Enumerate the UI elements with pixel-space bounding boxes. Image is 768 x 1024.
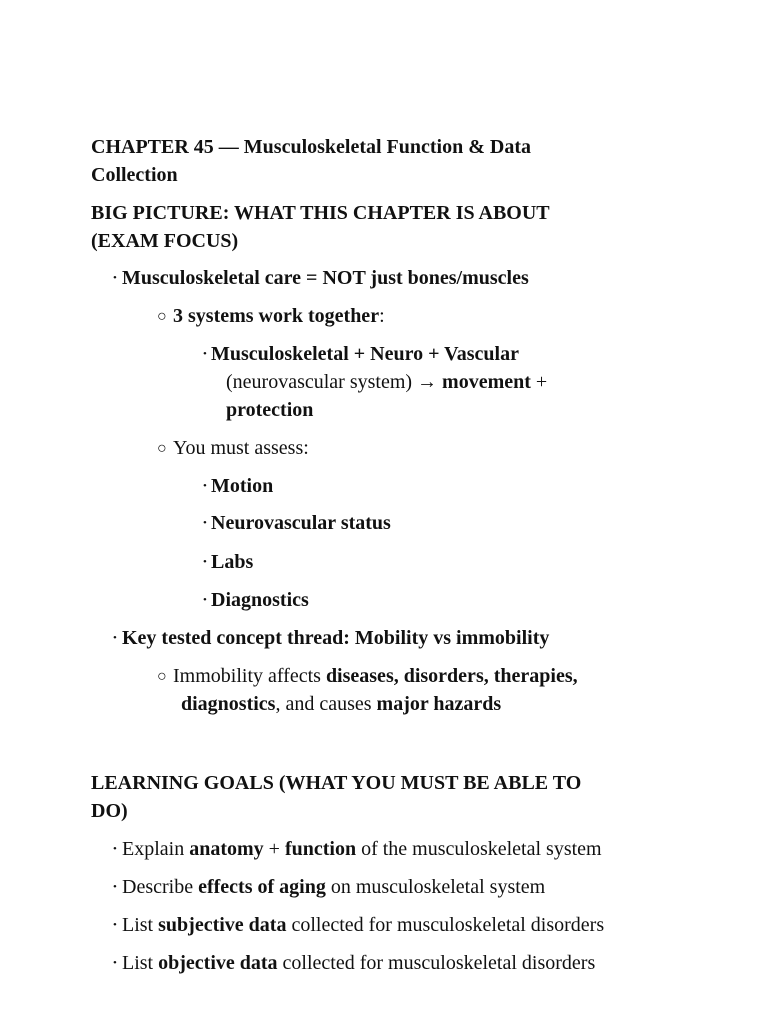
bullet-icon: • (203, 556, 207, 568)
sub-item-bold: diseases, disorders, therapies, (325, 665, 578, 687)
goal-bold: function (284, 838, 357, 860)
bullet-icon: • (113, 957, 117, 969)
chapter-title-line1: CHAPTER 45 — Musculoskeletal Function & Data (91, 136, 531, 158)
assess-item: Diagnostics (211, 589, 309, 611)
chapter-title (91, 133, 531, 189)
goal-bold: anatomy (189, 838, 264, 860)
sub-item-bold: major hazards (376, 693, 502, 715)
learning-goals-heading-line2: DO) (91, 800, 128, 822)
circle-bullet-icon: ○ (157, 668, 167, 685)
list-item-text: Key tested concept thread: Mobility vs immobility (122, 627, 550, 649)
bullet-icon: • (113, 632, 117, 644)
learning-goals-heading (91, 769, 581, 825)
goal-text: List (122, 952, 159, 974)
circle-bullet-icon: ○ (157, 440, 167, 457)
goal-text: Describe (122, 876, 199, 898)
sub-item-text: : (379, 305, 385, 327)
assess-item: Neurovascular status (211, 512, 391, 534)
goal-text: of the musculoskeletal system (356, 838, 602, 860)
big-picture-heading-line2: (EXAM FOCUS) (91, 230, 239, 252)
bullet-icon: • (113, 919, 117, 931)
goal-bold: objective data (158, 952, 278, 974)
goal-bold: subjective data (158, 914, 287, 936)
sub-item-text: , and causes (275, 693, 377, 715)
assess-item: Labs (211, 551, 254, 573)
list-item-text: Musculoskeletal care = NOT just bones/muscles (122, 267, 529, 289)
circle-bullet-icon: ○ (157, 308, 167, 325)
bullet-icon: • (113, 843, 117, 855)
sub-item-text: You must assess: (173, 437, 309, 459)
chapter-title-line2: Collection (91, 164, 178, 186)
sub-item-text: Immobility affects (173, 665, 326, 687)
goal-text: Explain (122, 838, 190, 860)
big-picture-heading-line1: BIG PICTURE: WHAT THIS CHAPTER IS ABOUT (91, 202, 550, 224)
item-line2-tail: + (530, 371, 548, 393)
goal-text: collected for musculoskeletal disorders (286, 914, 605, 936)
bullet-icon: • (113, 272, 117, 284)
assess-item: Motion (211, 475, 274, 497)
bullet-icon: • (203, 348, 207, 360)
item-line2 (226, 368, 547, 396)
bullet-icon: • (203, 480, 207, 492)
item-line2-bold: movement (442, 371, 531, 393)
big-picture-heading (91, 199, 550, 255)
goal-text: + (263, 838, 285, 860)
item-line3: protection (226, 399, 314, 421)
item-line1: Musculoskeletal + Neuro + Vascular (211, 343, 519, 365)
goal-text: on musculoskeletal system (325, 876, 546, 898)
bullet-icon: • (203, 517, 207, 529)
sub-item-bold: 3 systems work together (173, 305, 380, 327)
goal-text: List (122, 914, 159, 936)
bullet-icon: • (203, 594, 207, 606)
goal-bold: effects of aging (198, 876, 326, 898)
bullet-icon: • (113, 881, 117, 893)
learning-goals-heading-line1: LEARNING GOALS (WHAT YOU MUST BE ABLE TO (91, 772, 582, 794)
goal-text: collected for musculoskeletal disorders (277, 952, 596, 974)
sub-item-bold: diagnostics (181, 693, 276, 715)
item-line2-text: (neurovascular system) → (226, 371, 443, 393)
